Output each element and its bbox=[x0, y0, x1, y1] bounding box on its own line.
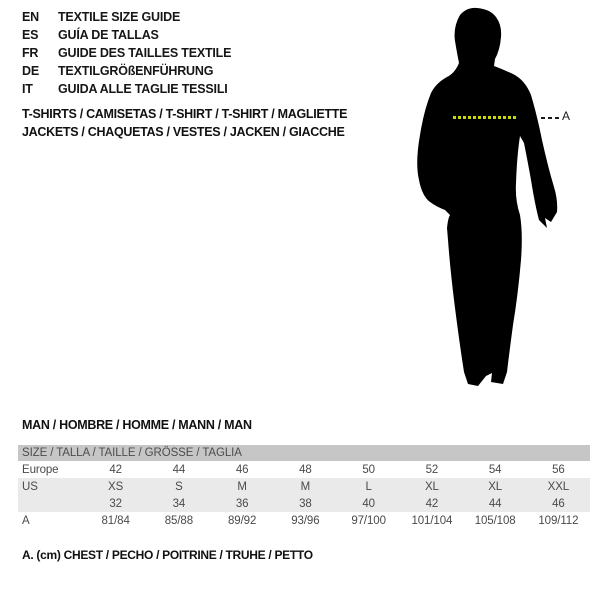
size-value: 48 bbox=[299, 463, 312, 476]
language-code: DE bbox=[22, 64, 39, 78]
size-value: M bbox=[237, 480, 247, 493]
language-row-de bbox=[22, 62, 231, 80]
size-value: XXL bbox=[547, 480, 570, 493]
size-value: XL bbox=[424, 480, 439, 493]
language-label: GUÍA DE TALLAS bbox=[58, 28, 159, 42]
man-silhouette-figure bbox=[405, 5, 575, 395]
size-value: 32 bbox=[109, 497, 122, 510]
size-value: 109/112 bbox=[538, 514, 579, 527]
language-row-es bbox=[22, 26, 231, 44]
size-value: 46 bbox=[235, 463, 249, 476]
product-line-tshirts: T-SHIRTS / CAMISETAS / T-SHIRT / T-SHIRT / MAGLIETTE bbox=[22, 107, 348, 121]
size-table-header: SIZE / TALLA / TAILLE / GRÖSSE / TAGLIA bbox=[18, 445, 590, 461]
size-value: 36 bbox=[235, 497, 249, 510]
language-row-fr bbox=[22, 44, 231, 62]
size-value: 42 bbox=[109, 463, 122, 476]
size-value: S bbox=[175, 480, 183, 493]
language-row-it bbox=[22, 80, 231, 98]
size-value: XS bbox=[108, 480, 124, 493]
language-code: ES bbox=[22, 28, 39, 42]
man-silhouette-image bbox=[405, 5, 575, 395]
measure-label-a: A bbox=[562, 109, 571, 123]
section-man-heading: MAN / HOMBRE / HOMME / MANN / MAN bbox=[22, 418, 252, 432]
chest-measure-dashed-line bbox=[453, 116, 518, 119]
size-value: 50 bbox=[362, 463, 375, 476]
size-value: 54 bbox=[488, 463, 502, 476]
size-value: 38 bbox=[299, 497, 312, 510]
language-list bbox=[22, 8, 231, 98]
size-value: 46 bbox=[552, 497, 565, 510]
size-value: 40 bbox=[362, 497, 375, 510]
measure-leader-dashes bbox=[541, 117, 559, 119]
size-value: 81/84 bbox=[101, 514, 130, 527]
size-value: 44 bbox=[172, 463, 186, 476]
table-row-us-numeric bbox=[18, 495, 590, 512]
language-code: IT bbox=[22, 82, 33, 96]
table-row-chest-cm bbox=[18, 512, 590, 529]
row-label: A bbox=[22, 514, 30, 527]
size-value: 52 bbox=[425, 463, 439, 476]
product-types bbox=[22, 106, 347, 141]
language-code: EN bbox=[22, 10, 39, 24]
size-value: 56 bbox=[552, 463, 565, 476]
row-label: US bbox=[22, 480, 38, 493]
size-value: 34 bbox=[172, 497, 186, 510]
size-value: 89/92 bbox=[227, 514, 257, 527]
size-value: 93/96 bbox=[291, 514, 320, 527]
size-value: 97/100 bbox=[351, 514, 386, 527]
size-value: 44 bbox=[488, 497, 502, 510]
language-label: TEXTILE SIZE GUIDE bbox=[58, 10, 181, 24]
size-value: 85/88 bbox=[164, 514, 194, 527]
table-row-us-letter bbox=[18, 478, 590, 495]
measurement-footnote: A. (cm) CHEST / PECHO / POITRINE / TRUHE / PETTO bbox=[22, 548, 313, 562]
table-row-europe bbox=[18, 461, 590, 478]
size-value: 101/104 bbox=[411, 514, 453, 527]
size-table bbox=[18, 445, 590, 529]
product-line-jackets: JACKETS / CHAQUETAS / VESTES / JACKEN / GIACCHE bbox=[22, 124, 345, 139]
language-label: GUIDE DES TAILLES TEXTILE bbox=[58, 46, 232, 60]
size-value: XL bbox=[488, 480, 503, 493]
language-label: GUIDA ALLE TAGLIE TESSILI bbox=[58, 82, 228, 96]
size-value: L bbox=[365, 480, 372, 493]
language-label: TEXTILGRÖßENFÜHRUNG bbox=[58, 64, 214, 78]
row-label: Europe bbox=[22, 463, 59, 476]
size-value: 42 bbox=[425, 497, 439, 510]
language-code: FR bbox=[22, 46, 39, 60]
language-row-en bbox=[22, 8, 231, 26]
size-value: M bbox=[300, 480, 311, 493]
size-value: 105/108 bbox=[474, 514, 516, 527]
